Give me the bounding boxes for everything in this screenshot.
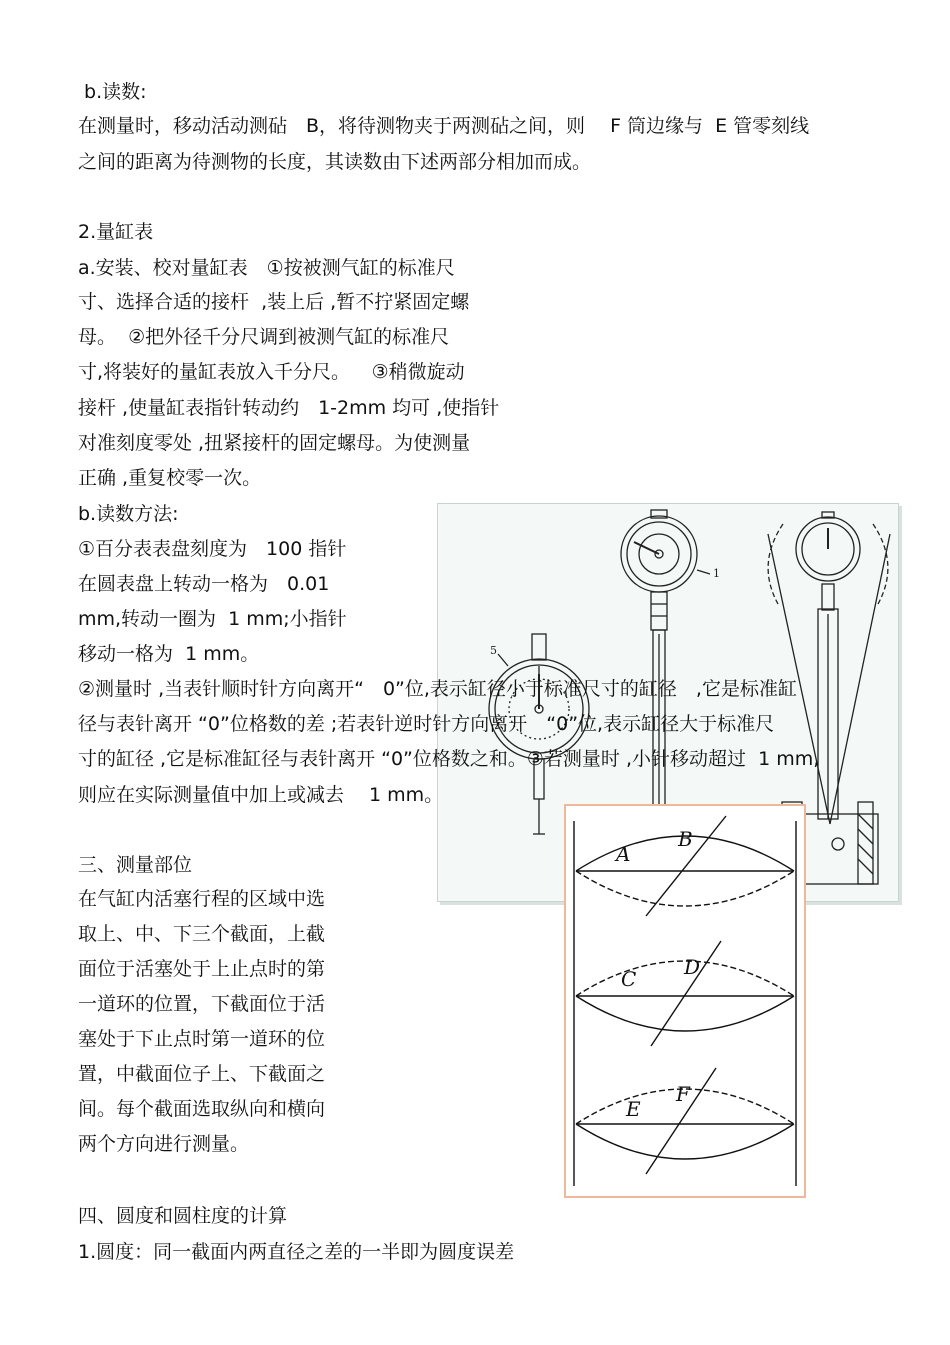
cylinder-sections-drawing <box>566 806 804 1196</box>
text-line: 在气缸内活塞行程的区域中选 <box>78 888 326 910</box>
label-E: E <box>626 1097 641 1121</box>
section-heading: 2.量缸表 <box>78 221 154 243</box>
text-line: 则应在实际测量值中加上或减去 1 mm。 <box>78 784 444 806</box>
text-line: 寸,将装好的量缸表放入千分尺。 ③稍微旋动 <box>78 361 465 383</box>
label-F: F <box>676 1082 690 1106</box>
text-line: 1.圆度：同一截面内两直径之差的一半即为圆度误差 <box>78 1241 515 1263</box>
text-line: b.读数方法: <box>78 503 179 525</box>
text-line: 接杆 ,使量缸表指针转动约 1-2mm 均可 ,使指针 <box>78 397 500 419</box>
label-A: A <box>616 842 631 866</box>
text-line: 面位于活塞处于上止点时的第 <box>78 958 326 980</box>
text-line: 母。 ②把外径千分尺调到被测气缸的标准尺 <box>78 326 450 348</box>
text-line: 置，中截面位子上、下截面之 <box>78 1063 326 1085</box>
label-1: 1 <box>713 567 720 580</box>
text-line: 正确 ,重复校零一次。 <box>78 467 262 489</box>
text-line: 寸、选择合适的接杆 ,装上后 ,暂不拧紧固定螺 <box>78 291 470 313</box>
text-line: 寸的缸径 ,它是标准缸径与表针离开 “0”位格数之和。③若测量时 ,小针移动超过 1 mm, <box>78 748 820 770</box>
label-C: C <box>621 967 637 991</box>
text-line: mm,转动一圈为 1 mm;小指针 <box>78 608 347 630</box>
text-line: 两个方向进行测量。 <box>78 1133 250 1155</box>
text-line: ②测量时 ,当表针顺时针方向离开“ 0”位,表示缸径小于标准尺寸的缸径 ,它是标准缸 <box>78 678 797 700</box>
text-line: 间。每个截面选取纵向和横向 <box>78 1098 326 1120</box>
text-line: 塞处于下止点时第一道环的位 <box>78 1028 326 1050</box>
text-line: 对准刻度零处 ,扭紧接杆的固定螺母。为使测量 <box>78 432 471 454</box>
text-line: ①百分表表盘刻度为 100 指针 <box>78 538 347 560</box>
label-D: D <box>684 955 701 979</box>
text-line: 径与表针离开 “0”位格数的差 ;若表针逆时针方向离开 “0”位,表示缸径大于标准尺 <box>78 713 775 735</box>
text-line: 在测量时，移动活动测砧 B，将待测物夹于两测砧之间，则 F 筒边缘与 E 管零刻线 <box>78 115 810 137</box>
text-line: 一道环的位置，下截面位于活 <box>78 993 326 1015</box>
cylinder-sections-figure <box>564 804 806 1198</box>
label-5: 5 <box>490 644 497 657</box>
section-heading: 三、测量部位 <box>78 854 193 876</box>
label-B: B <box>678 827 693 851</box>
text-line: 之间的距离为待测物的长度，其读数由下述两部分相加而成。 <box>78 151 592 173</box>
text-line: b.读数: <box>78 81 147 103</box>
section-heading: 四、圆度和圆柱度的计算 <box>78 1205 288 1227</box>
text-line: a.安装、校对量缸表 ①按被测气缸的标准尺 <box>78 257 455 279</box>
text-line: 移动一格为 1 mm。 <box>78 643 260 665</box>
text-line: 取上、中、下三个截面，上截 <box>78 923 326 945</box>
text-line: 在圆表盘上转动一格为 0.01 <box>78 573 330 595</box>
